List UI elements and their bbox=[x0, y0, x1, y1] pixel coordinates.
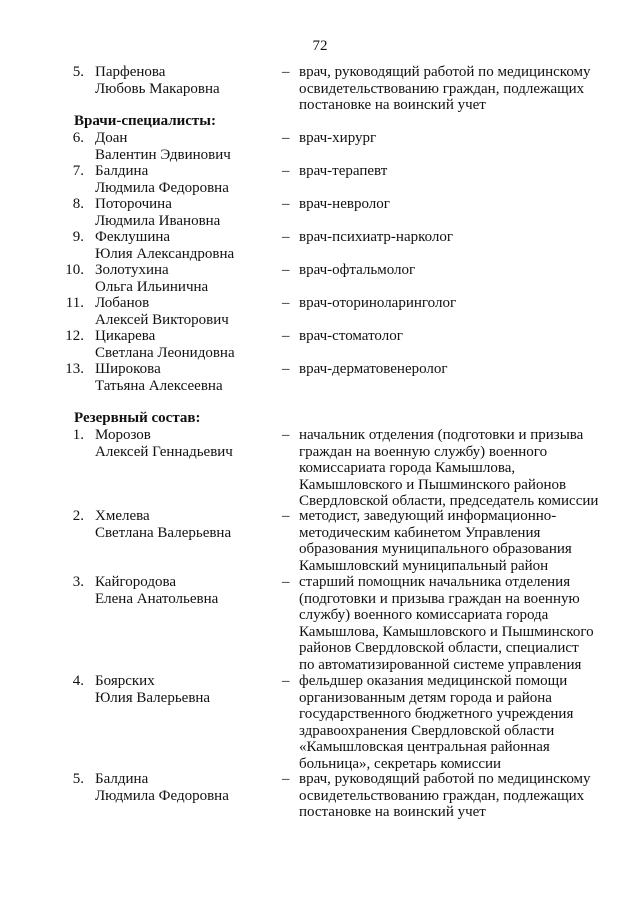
member-name: Кайгородова Елена Анатольевна bbox=[95, 574, 219, 607]
entry-number: 3. bbox=[72, 574, 84, 590]
entry-number: 11. bbox=[65, 295, 84, 311]
entry-number: 5. bbox=[72, 771, 84, 787]
dash-separator: – bbox=[282, 229, 290, 245]
reserve-heading: Резервный состав: bbox=[74, 410, 201, 426]
member-name: Морозов Алексей Геннадьевич bbox=[95, 427, 233, 460]
member-role: методист, заведующий информационно- методическим кабинетом Управления образования муниципального образования Камышловский муниципальный район bbox=[299, 508, 572, 574]
dash-separator: – bbox=[282, 508, 290, 524]
member-role: врач-дерматовенеролог bbox=[299, 361, 448, 377]
member-name: Лобанов Алексей Викторович bbox=[95, 295, 229, 328]
member-role: врач-оториноларинголог bbox=[299, 295, 457, 311]
member-role: врач-офтальмолог bbox=[299, 262, 416, 278]
dash-separator: – bbox=[282, 163, 290, 179]
entry-number: 13. bbox=[65, 361, 84, 377]
dash-separator: – bbox=[282, 64, 290, 80]
dash-separator: – bbox=[282, 574, 290, 590]
member-name: Доан Валентин Эдвинович bbox=[95, 130, 231, 163]
member-role: начальник отделения (подготовки и призыва граждан на военную службу) военного комиссариата города Камышлова, Камышловского и Пышминского районов Свердловской области, председатель комиссии bbox=[299, 427, 599, 509]
member-name: Золотухина Ольга Ильинична bbox=[95, 262, 209, 295]
entry-number: 6. bbox=[72, 130, 84, 146]
entry-number: 5. bbox=[72, 64, 84, 80]
dash-separator: – bbox=[282, 295, 290, 311]
member-name: Боярских Юлия Валерьевна bbox=[95, 673, 211, 706]
member-name: Хмелева Светлана Валерьевна bbox=[95, 508, 232, 541]
entry-number: 7. bbox=[72, 163, 84, 179]
member-name: Поторочина Людмила Ивановна bbox=[95, 196, 221, 229]
entry-number: 1. bbox=[72, 427, 84, 443]
member-name: Парфенова Любовь Макаровна bbox=[95, 64, 220, 97]
member-name: Широкова Татьяна Алексеевна bbox=[95, 361, 223, 394]
dash-separator: – bbox=[282, 427, 290, 443]
dash-separator: – bbox=[282, 673, 290, 689]
dash-separator: – bbox=[282, 361, 290, 377]
member-role: фельдшер оказания медицинской помощи организованным детям города и района государственного бюджетного учреждения здравоохранения Свердловской области «Камышловская центральная районная больница», секретарь комиссии bbox=[299, 673, 574, 772]
entry-number: 4. bbox=[72, 673, 84, 689]
page-number: 72 bbox=[312, 38, 328, 54]
member-role: врач-хирург bbox=[299, 130, 377, 146]
member-name: Балдина Людмила Федоровна bbox=[95, 771, 229, 804]
dash-separator: – bbox=[282, 196, 290, 212]
entry-number: 2. bbox=[72, 508, 84, 524]
entry-number: 8. bbox=[72, 196, 84, 212]
member-role: врач, руководящий работой по медицинскому освидетельствованию граждан, подлежащих постановке на воинский учет bbox=[299, 771, 591, 820]
member-role: врач, руководящий работой по медицинскому освидетельствованию граждан, подлежащих постановке на воинский учет bbox=[299, 64, 591, 113]
entry-number: 10. bbox=[65, 262, 84, 278]
member-name: Феклушина Юлия Александровна bbox=[95, 229, 235, 262]
member-role: врач-стоматолог bbox=[299, 328, 403, 344]
member-role: врач-терапевт bbox=[299, 163, 388, 179]
specialists-heading: Врачи-специалисты: bbox=[74, 113, 217, 129]
member-role: врач-невролог bbox=[299, 196, 390, 212]
member-role: старший помощник начальника отделения (подготовки и призыва граждан на военную службу) военного комиссариата города Камышлова, Камышловского и Пышминского районов Свердловской области, специалист по автоматизированной системе управления bbox=[299, 574, 594, 673]
dash-separator: – bbox=[282, 771, 290, 787]
member-name: Цикарева Светлана Леонидовна bbox=[95, 328, 235, 361]
entry-number: 12. bbox=[65, 328, 84, 344]
member-role: врач-психиатр-нарколог bbox=[299, 229, 454, 245]
dash-separator: – bbox=[282, 328, 290, 344]
dash-separator: – bbox=[282, 130, 290, 146]
dash-separator: – bbox=[282, 262, 290, 278]
entry-number: 9. bbox=[72, 229, 84, 245]
member-name: Балдина Людмила Федоровна bbox=[95, 163, 229, 196]
